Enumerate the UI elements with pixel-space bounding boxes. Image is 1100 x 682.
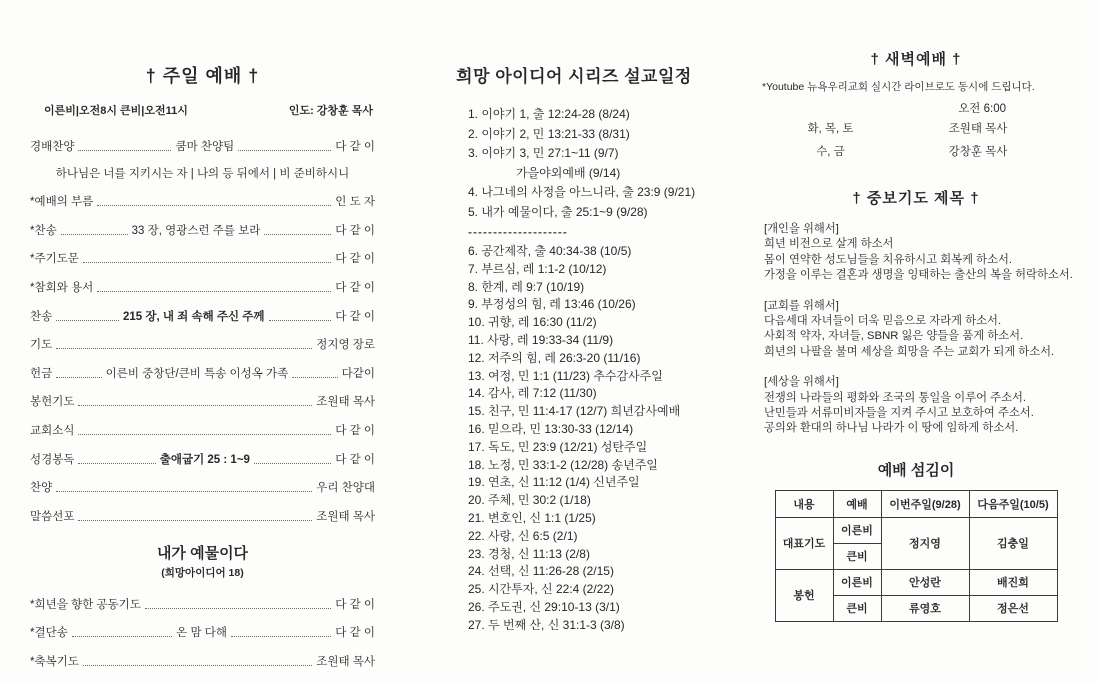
outdoor-service-note: 가을야외예배 (9/14) [516, 165, 621, 180]
sermon-item: 13. 여정, 민 1:1 (11/23) 추수감사주일 [468, 368, 663, 383]
order-item-label: *희년을 향한 공동기도 [30, 598, 141, 611]
sermon-item: 21. 변호인, 신 1:1 (1/25) [468, 510, 596, 525]
order-row [30, 451, 375, 467]
sermon-item: 8. 한계, 레 9:7 (10/19) [468, 279, 585, 294]
header-content: 내용 [775, 490, 833, 517]
order-item-label: *참회와 용서 [30, 281, 94, 294]
intercession-title: † 중보기도 제목 † [852, 190, 980, 207]
leader-dots [56, 320, 119, 321]
sermon-item: 19. 연초, 신 11:12 (1/4) 신년주일 [468, 475, 640, 490]
leader-dots [78, 463, 155, 464]
servant-next-week: 배진희 [969, 569, 1057, 595]
sermon-item: 4. 나그네의 사정을 아느니라, 출 23:9 (9/21) [468, 185, 696, 199]
order-item-performer: 인 도 자 [335, 196, 375, 209]
sermon-item: 14. 감사, 레 7:12 (11/30) [468, 386, 597, 401]
prayer-group [764, 299, 1074, 361]
prayer-group [764, 375, 1074, 437]
header-this-week: 이번주일(9/28) [881, 490, 969, 517]
sermon-item: 20. 주체, 민 30:2 (1/18) [468, 493, 591, 508]
order-item-performer: 다 같 이 [335, 598, 375, 611]
servant-this-week: 안성란 [881, 569, 969, 595]
sermon-item: 5. 내가 예물이다, 출 25:1~9 (9/28) [468, 204, 648, 219]
order-item-detail: 이른비 중창단/큰비 특송 이성옥 가족 [105, 367, 289, 380]
right-column [758, 48, 1074, 622]
sunday-worship-section [30, 62, 375, 682]
prayer-group-header: [개인을 위해서] [764, 223, 839, 235]
leader-dots [61, 234, 128, 235]
service-label: 이른비 [833, 569, 881, 595]
table-row [775, 569, 1057, 595]
servant-next-week: 김충일 [969, 517, 1057, 569]
prayer-line: 공의와 환대의 하나님 나라가 이 땅에 임하게 하소서. [764, 422, 1019, 435]
leader-dots [56, 377, 101, 378]
order-item-performer: 다 같 이 [335, 281, 375, 294]
order-item-performer: 정지영 장로 [316, 339, 375, 352]
table-row [775, 517, 1057, 543]
table-header-row [775, 490, 1057, 517]
dawn-days: 화, 목, 토 [807, 123, 854, 135]
prayer-line: 사회적 약자, 자녀들, SBNR 잃은 양들을 품게 하소서. [764, 330, 1024, 343]
sermon-item: 17. 독도, 민 23:9 (12/21) 성탄주일 [468, 439, 648, 454]
duty-label: 봉헌 [775, 569, 833, 621]
header-next-week: 다음주일(10/5) [969, 490, 1057, 517]
prayer-group-header: [교회를 위해서] [764, 299, 839, 312]
sermon-item: 24. 선택, 신 11:26-28 (2/15) [468, 564, 614, 579]
order-item-performer: 다 같 이 [335, 253, 375, 266]
service-label: 큰비 [833, 595, 881, 621]
sermon-series-note: (희망아이디어 18) [161, 566, 244, 579]
service-schedule-line [44, 102, 373, 118]
servant-next-week: 정은선 [969, 595, 1057, 621]
leader-dots [78, 434, 331, 435]
sermon-item: 2. 이야기 2, 민 13:21-33 (8/31) [468, 126, 630, 141]
dawn-worship-title: † 새벽예배 † [870, 51, 962, 68]
order-item-label: *찬송 [30, 224, 57, 237]
order-item-performer: 우리 찬양대 [316, 482, 375, 495]
prayer-line: 난민들과 서류미비자들을 지켜 주시고 보호하여 주소서. [764, 407, 1034, 420]
sermon-item: 1. 이야기 1, 출 12:24-28 (8/24) [468, 107, 630, 121]
leader-dots [269, 320, 332, 321]
order-row [30, 308, 375, 324]
order-item-performer: 다 같 이 [335, 627, 376, 640]
order-item-detail: 쿰마 찬양팀 [175, 141, 235, 153]
sermon-item: 9. 부정성의 힘, 레 13:46 (10/26) [468, 297, 636, 312]
order-row [30, 250, 375, 266]
prayer-line: 희년의 나팔을 불며 세상을 희망을 주는 교회가 되게 하소서. [764, 345, 1055, 358]
closing-order-list [30, 596, 375, 669]
order-row [30, 422, 375, 438]
leader-dots [56, 491, 312, 492]
service-leader: 인도: 강창훈 목사 [288, 105, 373, 117]
sermon-item: 10. 귀향, 레 16:30 (11/2) [468, 315, 597, 330]
order-row [30, 138, 375, 154]
sermon-schedule-section [443, 50, 705, 635]
servants-table [775, 490, 1058, 622]
order-row [30, 653, 375, 669]
sermon-item: 11. 사랑, 레 19:33-34 (11/9) [468, 332, 614, 347]
praise-medley-line: 하나님은 너를 지키시는 자 | 나의 등 뒤에서 | 비 준비하시니 [55, 167, 350, 180]
dawn-schedule-row [758, 120, 1074, 136]
order-item-label: *주기도문 [30, 253, 79, 266]
order-row [30, 624, 375, 640]
leader-dots [292, 377, 337, 378]
leader-dots [83, 262, 331, 263]
sermon-item: 16. 믿으라, 민 13:30-33 (12/14) [468, 421, 634, 436]
service-label: 이른비 [833, 517, 881, 543]
order-item-performer: 다 같 이 [335, 310, 376, 323]
servant-this-week: 정지영 [881, 517, 969, 569]
dawn-pastor: 조원태 목사 [948, 123, 1008, 135]
header-service: 예배 [833, 490, 881, 517]
order-item-performer: 다 같 이 [335, 424, 375, 437]
youtube-live-note: *Youtube 뉴욕우리교회 실시간 라이브로도 동시에 드립니다. [762, 81, 1035, 93]
order-item-label: 경배찬양 [30, 141, 75, 153]
leader-dots [264, 234, 331, 235]
order-item-label: *축복기도 [30, 655, 79, 668]
sermon-item: 3. 이야기 3, 민 27:1~11 (9/7) [468, 146, 619, 160]
prayer-line: 희년 비전으로 살게 하소서 [764, 238, 894, 251]
leader-dots [145, 608, 331, 609]
leader-dots [238, 150, 331, 151]
sermon-item: 7. 부르심, 레 1:1-2 (10/12) [468, 261, 607, 276]
order-row [30, 193, 375, 209]
order-row [30, 479, 375, 495]
order-row [30, 365, 375, 381]
leader-dots [78, 405, 312, 406]
order-item-label: 찬송 [30, 310, 53, 323]
worship-order-list [30, 138, 375, 524]
prayer-group-header: [세상을 위해서] [764, 376, 839, 389]
order-item-label: 교회소식 [30, 424, 75, 437]
order-item-detail: 출애굽기 25 : 1~9 [159, 453, 250, 466]
order-item-label: *결단송 [30, 627, 68, 640]
order-item-performer: 조원태 목사 [316, 510, 375, 523]
sermon-schedule-list [443, 105, 705, 635]
servant-this-week: 류영호 [881, 595, 969, 621]
sermon-item: 6. 공간제작, 출 40:34-38 (10/5) [468, 244, 632, 258]
dawn-pastor: 강창훈 목사 [948, 146, 1008, 158]
dawn-worship-section [758, 48, 1074, 159]
order-row [30, 393, 375, 409]
prayer-group [764, 222, 1074, 284]
intercession-section [758, 187, 1074, 437]
sermon-item: 22. 사랑, 신 6:5 (2/1) [468, 528, 578, 543]
order-item-label: *예배의 부름 [30, 196, 94, 209]
worship-servants-section [758, 459, 1074, 622]
leader-dots [72, 636, 172, 637]
leader-dots [56, 348, 312, 349]
sermon-item: 26. 주도권, 신 29:10-13 (3/1) [468, 599, 620, 614]
duty-label: 대표기도 [775, 517, 833, 569]
prayer-line: 가정을 이루는 결혼과 생명을 잉태하는 출산의 복을 허락하소서. [764, 269, 1073, 282]
order-row [30, 596, 375, 612]
order-item-performer: 다같이 [341, 367, 375, 380]
prayer-line: 몸이 연약한 성도님들을 치유하시고 회복케 하소서. [764, 253, 1013, 266]
dawn-days: 수, 금 [816, 146, 845, 158]
order-item-detail: 온 맘 다해 [176, 627, 227, 640]
order-item-detail: 215 장, 내 죄 속해 주신 주께 [122, 310, 265, 323]
leader-dots [97, 205, 331, 206]
order-item-performer: 다 같 이 [335, 453, 375, 466]
sermon-item: 25. 시간투자, 신 22:4 (2/22) [468, 582, 615, 597]
leader-dots [78, 150, 171, 151]
service-label: 큰비 [833, 543, 881, 569]
service-times: 이른비|오전8시 큰비|오전11시 [44, 105, 188, 117]
order-item-detail: 33 장, 영광스런 주를 보라 [131, 224, 261, 237]
sermon-item: 23. 경청, 신 11:13 (2/8) [468, 546, 590, 561]
leader-dots [254, 463, 331, 464]
servants-table-title: 예배 섬김이 [877, 461, 955, 479]
dawn-worship-time: 오전 6:00 [958, 103, 1006, 115]
order-item-performer: 조원태 목사 [316, 655, 375, 668]
leader-dots [231, 636, 331, 637]
sunday-worship-title: † 주일 예배 † [145, 66, 260, 86]
prayer-line: 전쟁의 나라들의 평화와 조국의 통일을 이루어 주소서. [764, 391, 1027, 404]
schedule-divider: -------------------- [468, 225, 568, 239]
sermon-title: 내가 예물이다 [156, 544, 249, 562]
order-item-label: 찬양 [30, 482, 53, 495]
sermon-item: 12. 저주의 힘, 레 26:3-20 (11/16) [468, 350, 641, 365]
order-row [30, 279, 375, 295]
order-item-label: 봉헌기도 [30, 396, 75, 409]
leader-dots [78, 520, 312, 521]
sermon-item: 27. 두 번째 산, 신 31:1-3 (3/8) [468, 617, 625, 632]
sermon-schedule-title: 희망 아이디어 시리즈 설교일정 [456, 67, 692, 86]
order-item-label: 기도 [30, 339, 53, 352]
order-row [30, 508, 375, 524]
order-row [30, 336, 375, 352]
dawn-schedule-row [758, 143, 1074, 159]
order-item-label: 헌금 [30, 367, 53, 380]
leader-dots [83, 665, 312, 666]
leader-dots [97, 291, 331, 292]
sermon-item: 15. 친구, 민 11:4-17 (12/7) 희년감사예배 [468, 404, 681, 419]
sermon-item: 18. 노정, 민 33:1-2 (12/28) 송년주일 [468, 457, 658, 472]
order-item-label: 성경봉독 [30, 453, 75, 466]
prayer-line: 다음세대 자녀들이 더욱 믿음으로 자라게 하소서. [764, 315, 1002, 328]
order-item-performer: 다 같 이 [335, 224, 376, 237]
order-row [30, 222, 375, 238]
order-item-label: 말씀선포 [30, 510, 75, 523]
order-item-performer: 다 같 이 [335, 141, 375, 153]
order-item-performer: 조원태 목사 [316, 396, 375, 409]
